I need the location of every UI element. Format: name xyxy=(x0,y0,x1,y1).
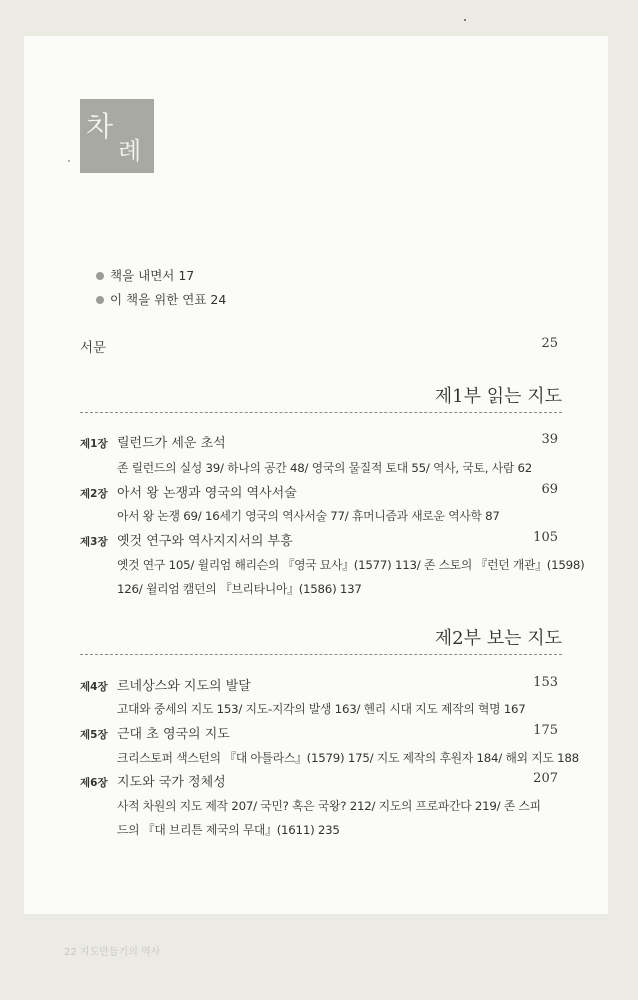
front-item-label: 이 책을 위한 연표 24 xyxy=(110,292,227,307)
chapter-title: 지도와 국가 정체성 xyxy=(117,775,226,790)
chapter-sections: 드의 『대 브리튼 제국의 무대』(1611) 235 xyxy=(117,823,340,837)
chapter-row[interactable] xyxy=(80,482,558,502)
chapter-sections: 옛것 연구 105/ 윌리엄 해리슨의 『영국 묘사』(1577) 113/ 존 스토의 『런던 개관』(1598) xyxy=(117,558,585,572)
front-item[interactable] xyxy=(96,266,194,284)
contents-title-block xyxy=(80,99,154,173)
chapter-row[interactable] xyxy=(80,771,558,791)
chapter-page: 105 xyxy=(533,530,558,545)
bullet-icon xyxy=(96,272,104,280)
chapter-row[interactable] xyxy=(80,432,558,452)
contents-title-char-1: 차 xyxy=(86,110,114,143)
chapter-number: 제5장 xyxy=(80,729,108,741)
chapter-sections: 126/ 윌리엄 캠던의 『브리타니아』(1586) 137 xyxy=(117,582,362,596)
chapter-number: 제3장 xyxy=(80,536,108,548)
chapter-page: 207 xyxy=(533,771,558,786)
chapter-title: 아서 왕 논쟁과 영국의 역사서술 xyxy=(117,486,297,501)
bullet-icon xyxy=(96,296,104,304)
preface-page: 25 xyxy=(541,336,558,351)
running-footer: 22 지도만들기의 역사 xyxy=(64,947,161,958)
preface-label[interactable]: 서문 xyxy=(80,340,107,356)
chapter-title: 릴런드가 세운 초석 xyxy=(117,436,226,451)
chapter-page: 153 xyxy=(533,675,558,690)
chapter-sections: 존 릴런드의 실성 39/ 하나의 공간 48/ 영국의 물질적 토대 55/ 역사, 국토, 사람 62 xyxy=(117,461,533,475)
divider xyxy=(80,654,562,655)
scan-speck xyxy=(68,160,70,162)
chapter-number: 제4장 xyxy=(80,681,108,693)
chapter-title: 근대 초 영국의 지도 xyxy=(117,727,230,742)
chapter-number: 제2장 xyxy=(80,488,108,500)
front-item-label: 책을 내면서 17 xyxy=(110,268,195,283)
chapter-number: 제1장 xyxy=(80,438,108,450)
contents-title-char-2: 례 xyxy=(118,137,142,165)
chapter-sections: 고대와 중세의 지도 153/ 지도-지각의 발생 163/ 헨리 시대 지도 제작의 혁명 167 xyxy=(117,702,526,716)
chapter-number: 제6장 xyxy=(80,777,108,789)
chapter-row[interactable] xyxy=(80,723,558,743)
chapter-page: 69 xyxy=(541,482,558,497)
chapter-sections: 아서 왕 논쟁 69/ 16세기 영국의 역사서술 77/ 휴머니즘과 새로운 역사학 87 xyxy=(117,509,500,523)
chapter-sections: 사적 차원의 지도 제작 207/ 국민? 혹은 국왕? 212/ 지도의 프로파간다 219/ 존 스피 xyxy=(117,799,541,813)
part-title: 제1부 읽는 지도 xyxy=(434,386,562,407)
chapter-sections: 크리스토퍼 색스턴의 『대 아틀라스』(1579) 175/ 지도 제작의 후원자 184/ 해외 지도 188 xyxy=(117,751,579,765)
chapter-row[interactable] xyxy=(80,530,558,550)
part-title: 제2부 보는 지도 xyxy=(434,628,562,649)
scan-speck xyxy=(464,19,466,21)
chapter-page: 39 xyxy=(541,432,558,447)
front-item[interactable] xyxy=(96,290,226,308)
chapter-page: 175 xyxy=(533,723,558,738)
chapter-row[interactable] xyxy=(80,675,558,695)
chapter-title: 르네상스와 지도의 발달 xyxy=(117,679,251,694)
chapter-title: 옛것 연구와 역사지지서의 부흥 xyxy=(117,534,293,549)
divider xyxy=(80,412,562,413)
